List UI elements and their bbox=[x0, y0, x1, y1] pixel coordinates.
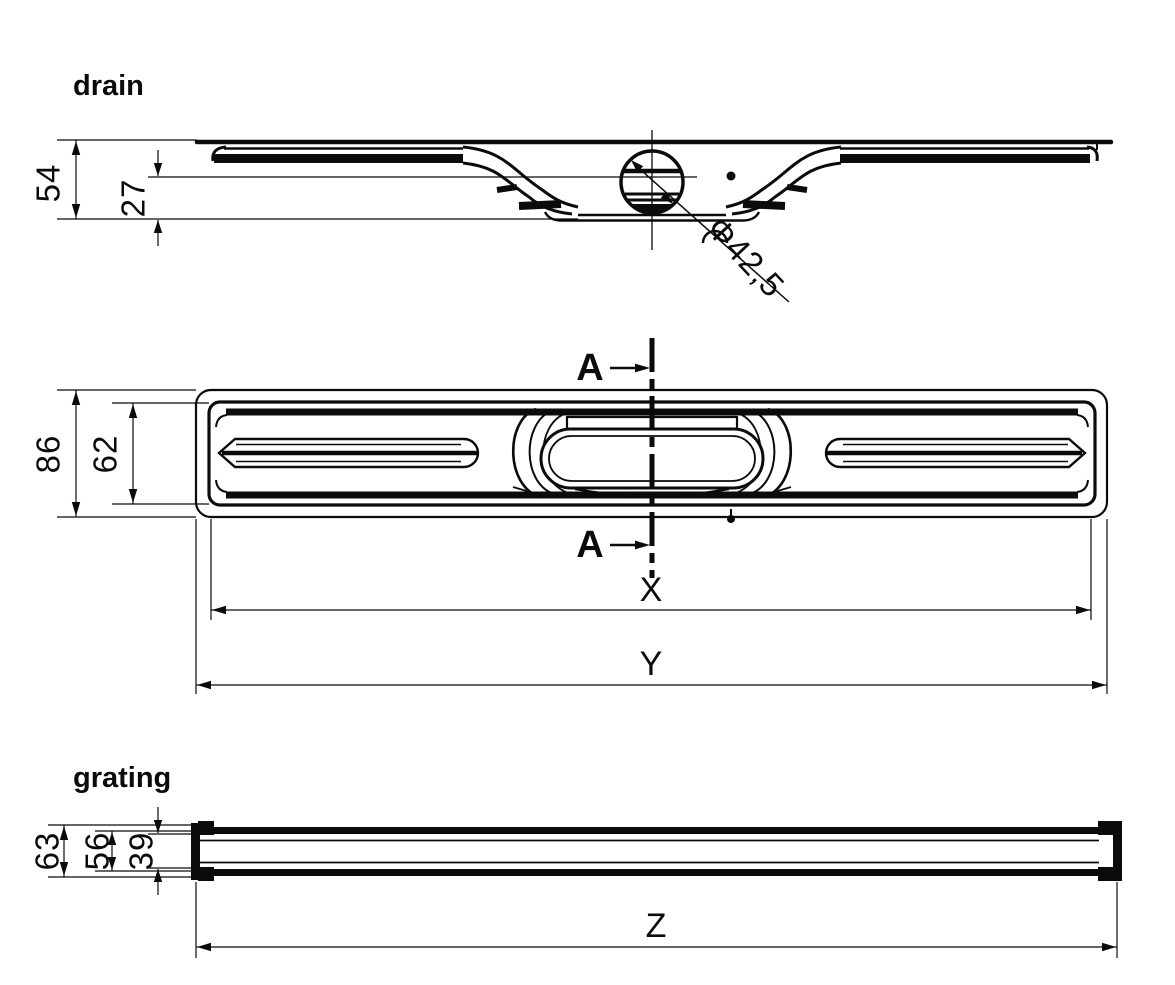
grating-right-cap bbox=[1098, 821, 1122, 881]
profile-pin-dot bbox=[727, 172, 736, 181]
grating-left-cap bbox=[191, 821, 214, 881]
section-label-a-top: A bbox=[576, 347, 604, 389]
dim-x-label: X bbox=[639, 571, 663, 609]
grating-title: grating bbox=[73, 762, 172, 794]
outlet-diameter-label: Φ42,5 bbox=[699, 209, 793, 305]
section-arrow-top bbox=[635, 364, 650, 373]
dim-54-label: 54 bbox=[29, 163, 67, 203]
dim-27-label: 27 bbox=[114, 178, 152, 218]
outlet-diameter-dimension bbox=[631, 160, 792, 305]
dim-56-label: 56 bbox=[78, 831, 116, 871]
drain-profile-view bbox=[148, 130, 1111, 305]
dim-86-label: 86 bbox=[29, 434, 67, 474]
dim-27 bbox=[115, 150, 163, 246]
dim-62 bbox=[87, 403, 210, 504]
top-view-pin-dot bbox=[727, 515, 735, 523]
drain-title: drain bbox=[73, 70, 144, 102]
section-label-a-bottom: A bbox=[576, 524, 604, 566]
dim-39 bbox=[123, 807, 192, 895]
dim-54 bbox=[30, 140, 579, 219]
section-arrow-bottom bbox=[635, 541, 650, 550]
dim-63-label: 63 bbox=[28, 831, 66, 871]
top-view-left-groove bbox=[219, 439, 478, 467]
dim-62-label: 62 bbox=[86, 434, 124, 474]
grating-profile-view bbox=[191, 821, 1122, 881]
top-view-right-groove bbox=[826, 439, 1085, 467]
dim-z-label: Z bbox=[645, 907, 667, 945]
dim-y-label: Y bbox=[639, 645, 663, 683]
dim-39-label: 39 bbox=[122, 831, 160, 871]
dim-z bbox=[196, 882, 1117, 958]
